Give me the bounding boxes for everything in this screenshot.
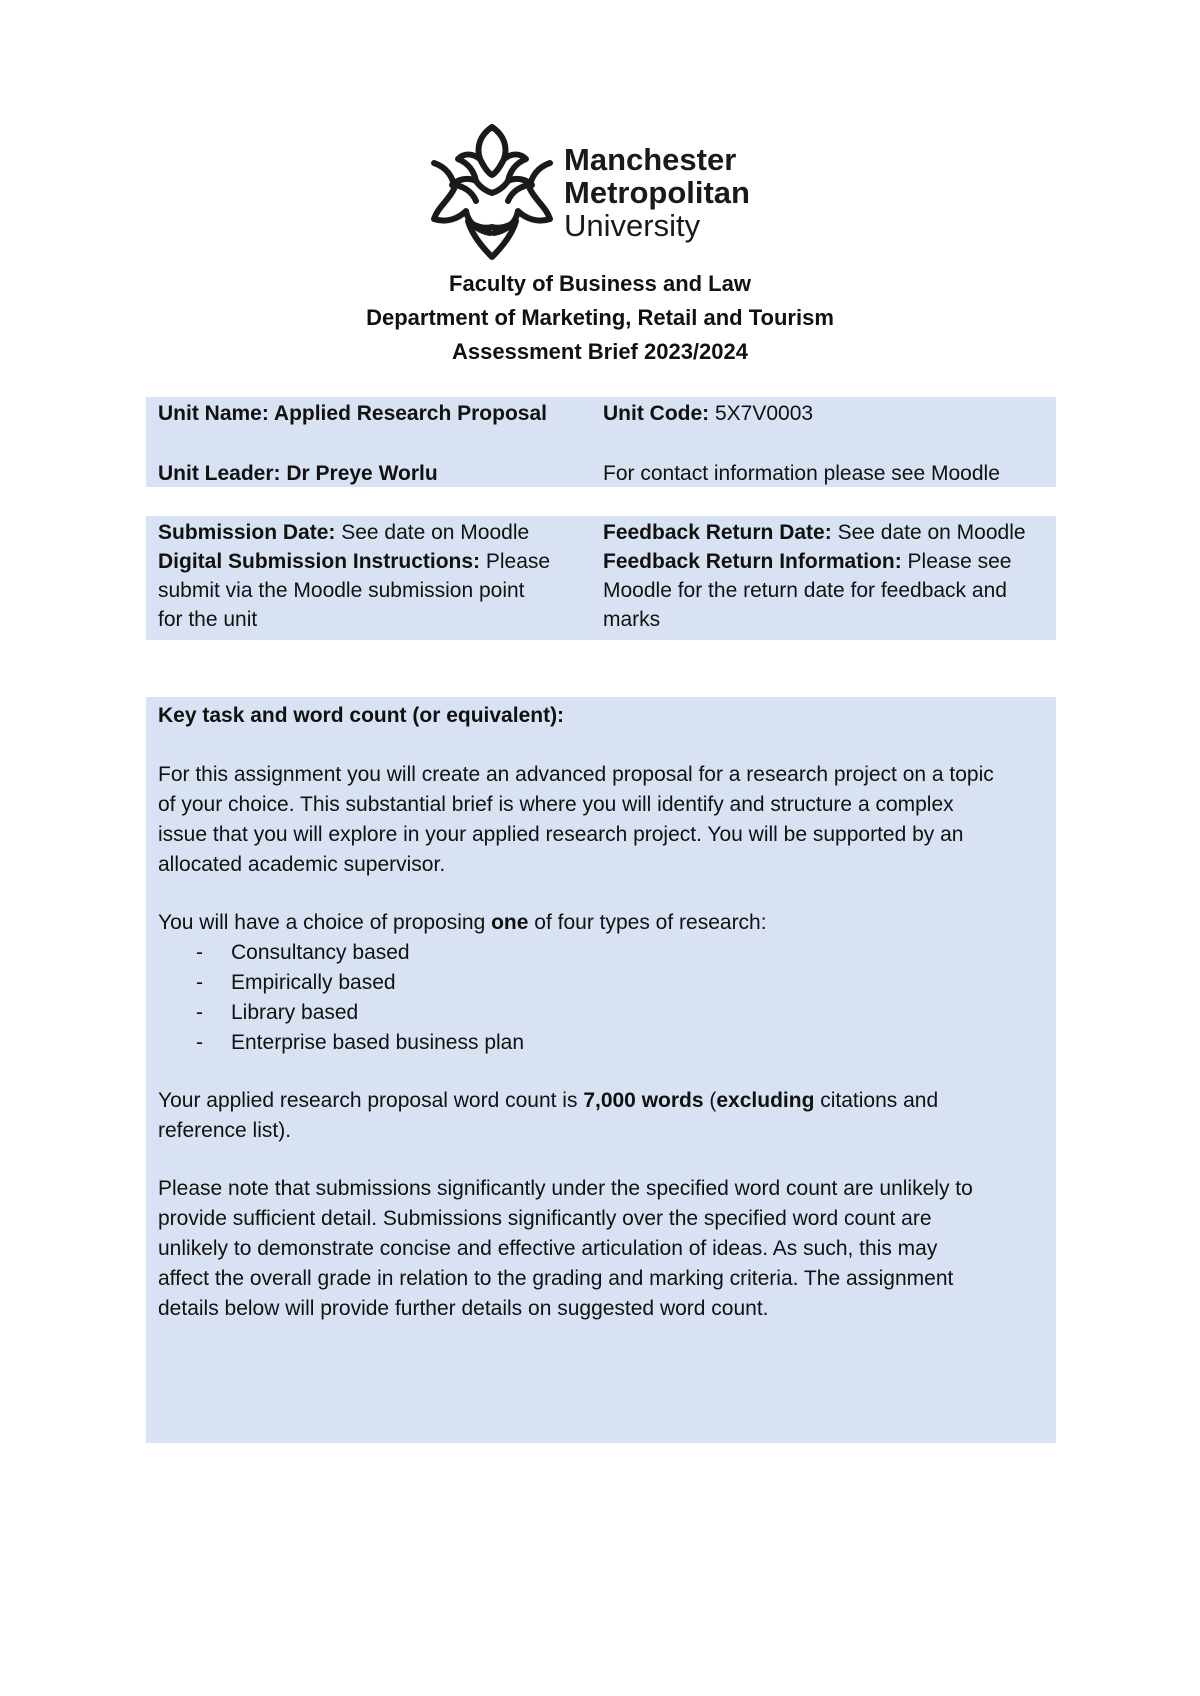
department-title: Department of Marketing, Retail and Tourism	[366, 305, 834, 330]
bullet-dash: -	[196, 941, 203, 964]
word-count-exclusion: excluding	[716, 1089, 815, 1112]
submission-info-panel	[146, 516, 1056, 640]
logo-line-3: University	[564, 207, 701, 243]
list-item	[158, 968, 1043, 998]
feedback-info-label: Feedback Return Information:	[603, 550, 902, 573]
university-emblem-icon	[428, 123, 556, 261]
unit-name: Unit Name: Applied Research Proposal	[158, 402, 547, 425]
research-type: Enterprise based business plan	[231, 1031, 525, 1054]
unit-leader: Unit Leader: Dr Preye Worlu	[158, 462, 438, 485]
note-line: details below will provide further details on suggested word count.	[158, 1297, 769, 1320]
bullet-dash: -	[196, 1001, 203, 1024]
description-line: of your choice. This substantial brief is where you will identify and structure a complex	[158, 793, 954, 816]
feedback-info-value-3: marks	[603, 608, 661, 631]
word-count-statement	[158, 1086, 1043, 1146]
list-item	[158, 998, 1043, 1028]
faculty-title: Faculty of Business and Law	[449, 271, 751, 296]
list-item	[158, 938, 1043, 968]
feedback-info-value-2: Moodle for the return date for feedback and	[603, 579, 1007, 602]
submission-column	[158, 518, 598, 634]
description-line: issue that you will explore in your applied research project. You will be supported by an	[158, 823, 964, 846]
logo-line-2: Metropolitan	[564, 174, 750, 210]
digital-submission-value-1: Please	[480, 550, 551, 573]
research-type: Consultancy based	[231, 941, 410, 964]
feedback-date-value: See date on Moodle	[831, 521, 1026, 544]
unit-code-label: Unit Code:	[603, 402, 715, 425]
university-logo	[428, 122, 788, 262]
assignment-description	[158, 760, 1043, 880]
research-type-list	[158, 938, 1043, 1058]
word-count-text: (	[703, 1089, 717, 1112]
description-line: allocated academic supervisor.	[158, 853, 446, 876]
list-item	[158, 1028, 1043, 1058]
contact-info: For contact information please see Moodle	[603, 462, 1000, 485]
choice-text-end: of four types of research:	[528, 911, 767, 934]
assessment-brief-title: Assessment Brief 2023/2024	[452, 339, 748, 364]
word-count-value: 7,000 words	[583, 1089, 704, 1112]
digital-submission-value-2: submit via the Moodle submission point	[158, 579, 525, 602]
unit-code	[603, 399, 813, 428]
description-line: For this assignment you will create an advanced proposal for a research project on a topic	[158, 763, 994, 786]
unit-code-value: 5X7V0003	[714, 402, 814, 425]
digital-submission-label: Digital Submission Instructions:	[158, 550, 481, 573]
note-line: unlikely to demonstrate concise and effective articulation of ideas. As such, this may	[158, 1237, 938, 1260]
digital-submission-value-3: for the unit	[158, 608, 258, 631]
research-choice-intro	[158, 908, 1043, 938]
unit-info-panel	[146, 397, 1056, 487]
word-count-text: reference list).	[158, 1119, 292, 1142]
key-task-panel	[146, 697, 1056, 1443]
word-count-note	[158, 1174, 1043, 1324]
choice-text: You will have a choice of proposing	[158, 911, 492, 934]
feedback-info-value-1: Please see	[901, 550, 1012, 573]
submission-date-value: See date on Moodle	[335, 521, 530, 544]
choice-emphasis: one	[491, 911, 529, 934]
research-type: Library based	[231, 1001, 359, 1024]
key-task-heading: Key task and word count (or equivalent):	[158, 704, 565, 727]
word-count-text: Your applied research proposal word count is	[158, 1089, 584, 1112]
feedback-date-label: Feedback Return Date:	[603, 521, 832, 544]
university-wordmark	[564, 143, 750, 242]
note-line: affect the overall grade in relation to the grading and marking criteria. The assignment	[158, 1267, 954, 1290]
research-type: Empirically based	[231, 971, 396, 994]
note-line: provide sufficient detail. Submissions significantly over the specified word count are	[158, 1207, 932, 1230]
document-header	[0, 267, 1200, 369]
bullet-dash: -	[196, 971, 203, 994]
key-task-content	[158, 697, 1043, 1324]
logo-line-1: Manchester	[564, 141, 737, 177]
submission-date-label: Submission Date:	[158, 521, 336, 544]
feedback-column	[603, 518, 1053, 634]
note-line: Please note that submissions significantly under the specified word count are unlikely to	[158, 1177, 973, 1200]
bullet-dash: -	[196, 1031, 203, 1054]
word-count-text: citations and	[814, 1089, 939, 1112]
